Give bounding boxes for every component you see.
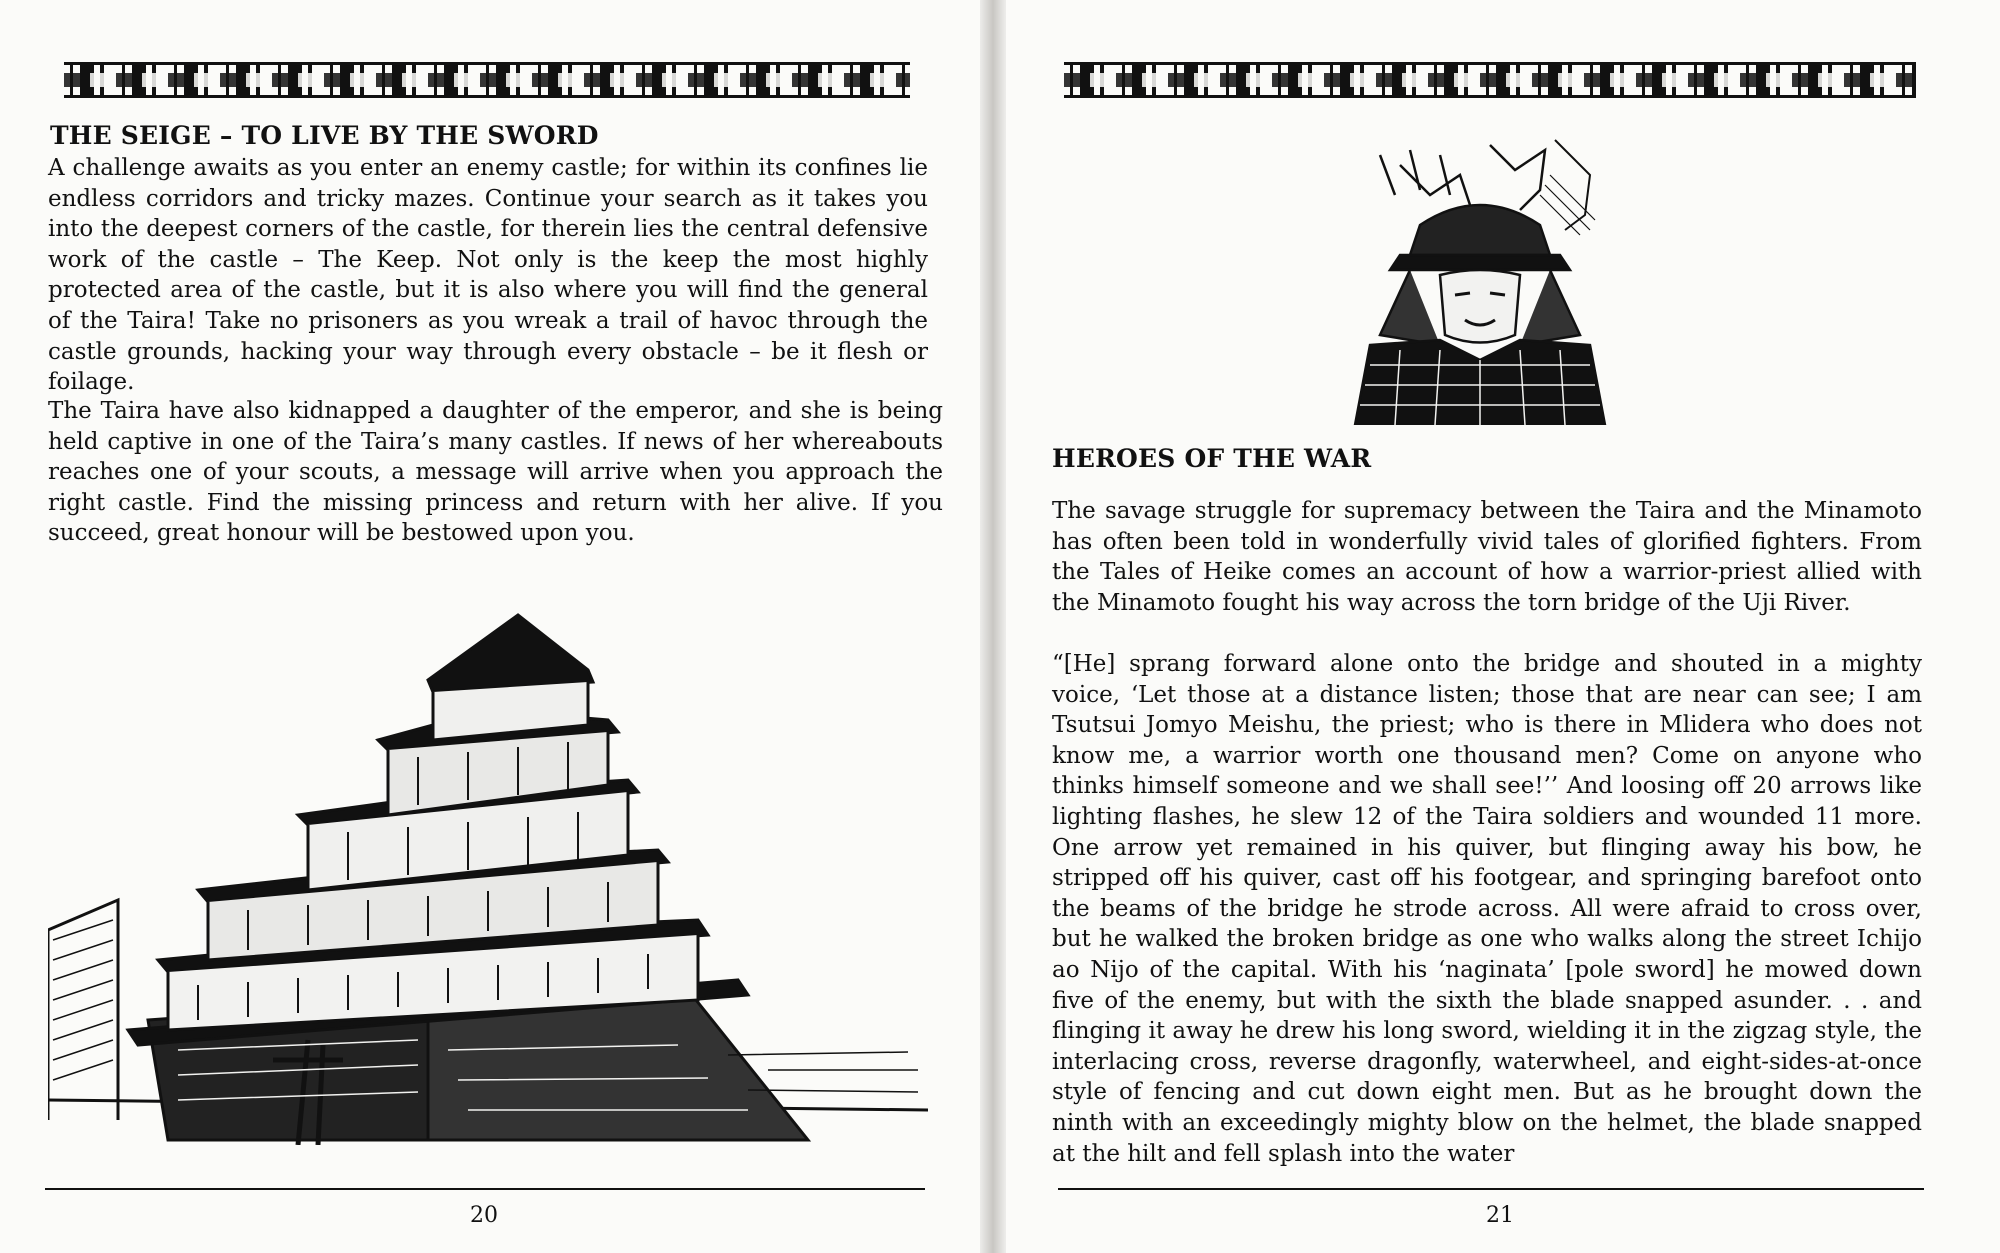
left-decorative-border [64,62,910,98]
right-paragraph-1: The savage struggle for supremacy between the Taira and the Minamoto has often been told in wonderfully vivid tales of glorified fighters. From the Tales of Heike comes an account of how a warrior-priest allied with the Minamoto fought his way across the torn bridge of the Uji River. [1052,498,1922,616]
left-paragraph-2: The Taira have also kidnapped a daughter of the emperor, and she is being held captive in one of the Taira’s many castles. If news of her whereabouts reaches one of your scouts, a message will arrive when you approach the right castle. Find the missing princess and return with her alive. If you succeed, great honour will be bestowed upon you. [48,398,943,547]
samurai-illustration [1340,135,1620,425]
right-footer-rule [1058,1188,1924,1190]
left-page-number: 20 [470,1203,498,1228]
left-footer-rule [45,1188,925,1190]
left-page-heading: THE SEIGE – TO LIVE BY THE SWORD [50,121,599,150]
castle-illustration [48,600,928,1145]
right-page-number: 21 [1486,1203,1514,1228]
left-paragraph-1: A challenge awaits as you enter an enemy castle; for within its confines lie endless corridors and tricky mazes. Continue your search as it takes you into the deepest corners of the castle, for therein lies the central defensive work of the castle – The Keep. Not only is the keep the most highly protected area of the castle, but it is also where you will find the general of the Taira! Take no prisoners as you wreak a trail of havoc through the castle grounds, hacking your way through every obstacle – be it flesh or foilage. [48,155,928,396]
right-decorative-border [1064,62,1916,98]
right-page [992,0,2000,1253]
left-page [0,0,992,1253]
book-gutter [980,0,1006,1253]
right-paragraph-2: “[He] sprang forward alone onto the bridge and shouted in a mighty voice, ‘Let those at a distance listen; those that are near can see; I am Tsutsui Jomyo Meishu, the priest; who is there in Mlidera who does not know me, a warrior worth one thousand men? Come on anyone who thinks himself someone and we shall see!’’ And loosing off 20 arrows like lighting flashes, he slew 12 of the Taira soldiers and wounded 11 more. One arrow yet remained in his quiver, but flinging away his bow, he stripped off his quiver, cast off his footgear, and springing barefoot onto the beams of the bridge he strode across. All were afraid to cross over, but he walked the broken bridge as one who walks along the street Ichijo ao Nijo of the capital. With his ‘naginata’ [pole sword] he mowed down five of the enemy, but with the sixth the blade snapped asunder. . . and flinging it away he drew his long sword, wielding it in the zigzag style, the interlacing cross, reverse dragonfly, waterwheel, and eight-sides-at-once style of fencing and cut down eight men. But as he brought down the ninth with an exceedingly mighty blow on the helmet, the blade snapped at the hilt and fell splash into the water [1052,651,1922,1167]
right-page-heading: HEROES OF THE WAR [1052,444,1372,473]
